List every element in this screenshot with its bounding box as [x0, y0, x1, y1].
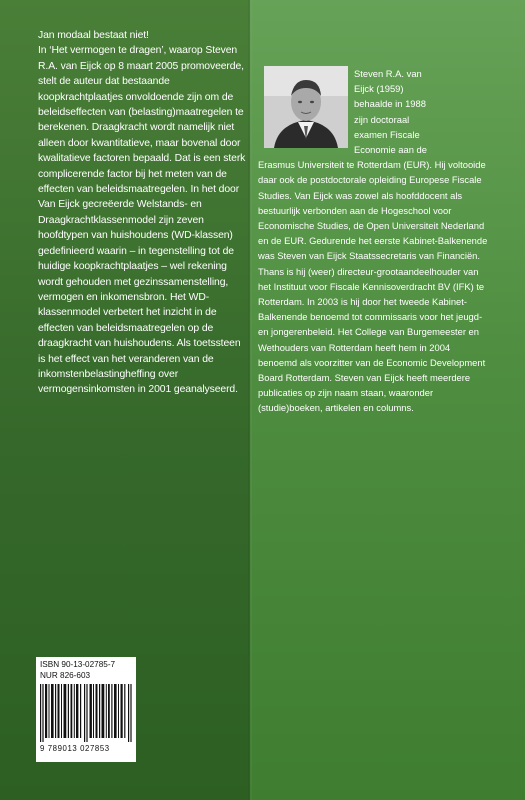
bio-line: Eijck (1959) [354, 83, 404, 95]
bio-line: zijn doctoraal [354, 113, 410, 125]
isbn-block [40, 660, 136, 681]
bio-line: behaalde in 1988 [354, 98, 426, 110]
bio-line: Economie aan de [354, 144, 427, 156]
synopsis-body: In ‘Het vermogen te dragen’, waarop Steven R.A. van Eijck op 8 maart 2005 promoveerde, stelt de auteur dat bestaande koopkrachtplaatjes onvoldoende zijn om de beleidseffecten van (belasting)maatregelen te berekenen. Draagkracht wordt namelijk niet alleen door kwantitatieve, maar bovenal door kwalitatieve factoren bepaald. Dat is een sterk complicerende factor bij het meten van de effecten van beleidsmaatregelen. In het door Van Eijck gecreëerde Welstands- en Draagkrachtklassenmodel zijn zeven hoofdtypen van huishoudens (WD-klassen) gedefinieerd waarin – in tegenstelling tot de huidige koopkrachtplaatjes – wel rekening wordt gehouden met gezinssamenstelling, vermogen en inkomensbron. Het WD-klassenmodel verbetert het inzicht in de effecten van beleidsmaatregelen op de draagkracht van huishoudens. Als toetssteen is het effect van het veranderen van de inkomstenbelastingheffing over vermogensinkomsten in 2001 geanalyseerd. [38, 45, 246, 396]
bio-line: Steven R.A. van [354, 68, 422, 79]
author-bio [258, 66, 488, 416]
barcode-digits: 9 789013 027853 [40, 744, 110, 753]
nur-code: NUR 826-603 [40, 670, 91, 680]
panel-divider [248, 0, 252, 800]
barcode-bars [40, 684, 132, 742]
bio-line: examen Fiscale [354, 128, 420, 140]
bio-body: Erasmus Universiteit te Rotterdam (EUR). Hij voltooide daar ook de postdoctorale opleiding Europese Fiscale Studies. Van Eijck was zowel als hoofddocent als bestuurlijk verbonden aan de Hogeschool voor Economische Studies, de Open Universiteit Nederland en de EUR. Gedurende het eerste Kabinet-Balkenende was Steven van Eijck Staatssecretaris van Financiën. Thans is hij (weer) directeur-grootaandeelhouder van het Instituut voor Fiscale Kennisoverdracht BV (IFK) te Rotterdam. In 2003 is hij door het tweede Kabinet-Balkenende benoemd tot commissaris voor het jeugd- en jongerenbeleid. Het College van Burgemeester en Wethouders van Rotterdam heeft hem in 2004 benoemd als voorzitter van de Economic Development Board Rotterdam. Steven van Eijck heeft meerdere publicaties op zijn naam staan, waaronder (studie)boeken, artikelen en columns. [258, 159, 488, 414]
synopsis-heading: Jan modaal bestaat niet! [38, 30, 149, 41]
synopsis-text [38, 28, 246, 398]
isbn-number: ISBN 90-13-02785-7 [40, 660, 116, 669]
